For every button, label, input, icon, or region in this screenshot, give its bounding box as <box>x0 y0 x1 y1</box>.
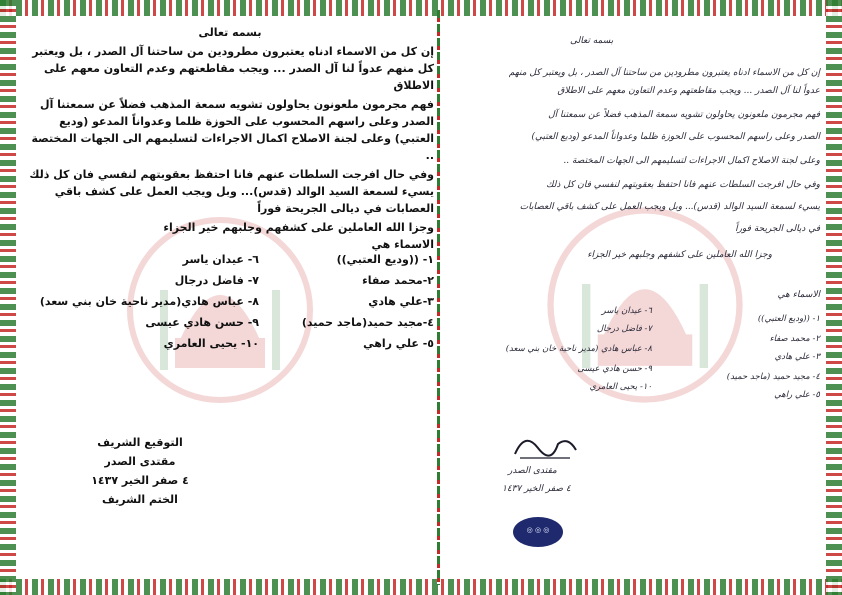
handwritten-line: في ديالى الجريحة فوراً <box>735 224 820 234</box>
name-entry: ٩- حسن هادي عيسى <box>145 316 259 329</box>
handwritten-name: ٧- فاضل درجال <box>596 324 652 334</box>
name-entry: ٧- فاضل درجال <box>174 274 259 287</box>
handwritten-original <box>450 28 822 583</box>
handwritten-line: وفي حال افرجت السلطات عنهم فانا احتفظ بعقوبتهم لنفسي فان كل ذلك <box>546 180 820 190</box>
typed-names-list <box>26 253 434 358</box>
name-entry: ٢-محمد صفاء <box>362 274 434 287</box>
handwritten-line: إن كل من الاسماء ادناه يعتبرون مطرودين من ساحتنا آل الصدر ، بل ويعتبر كل منهم <box>508 68 820 78</box>
typed-heading: بسمه تعالى <box>198 26 262 39</box>
handwritten-name: ٩- حسن هادي عيسى <box>577 364 652 374</box>
typed-paragraph: وفي حال افرجت السلطات عنهم فانا احتفظ بعقوبتهم لنفسي فان كل ذلك يسيء لسمعة السيد الوالد (قدس)... وبل ويجب العمل على كشف باقي العصابات في ديالى الجريحة فوراً <box>29 168 434 215</box>
name-entry: ٤-مجيد حميد(ماجد حميد) <box>301 316 434 329</box>
name-entry: ١- ((وديع العتبي)) <box>336 253 434 266</box>
handwritten-name: ١- ((وديع العتبي)) <box>757 314 820 324</box>
ornamental-border-right <box>826 0 842 595</box>
handwritten-heading: بسمه تعالى <box>570 36 614 46</box>
typed-paragraph: إن كل من الاسماء ادناه يعتبرون مطرودين من ساحتنا آل الصدر ، بل ويعتبر كل منهم عدواً لنا آل الصدر ... ويجب مقاطعتهم وعدم التعاون معهم على الاطلاق <box>32 45 434 92</box>
typed-paragraph: فهم مجرمون ملعونون يحاولون تشويه سمعة المذهب فضلاً عن سمعتنا آل الصدر وعلى راسهم المحسوب على الحوزة ظلما وعدواناً المدعو (وديع العتبي) وعلى لجنة الاصلاح اكمال الاجراءات لتسليمهم الى الجهات المختصة .. <box>31 98 434 162</box>
handwritten-signature-name: مقتدى الصدر <box>508 466 557 476</box>
center-divider <box>437 10 440 585</box>
handwritten-names-title: الاسماء هي <box>777 290 820 300</box>
handwritten-line: وجزا الله العاملين على كشفهم وجلبهم خير الجزاء <box>587 250 772 260</box>
handwritten-name: ٤- مجيد حميد (ماجد حميد) <box>726 372 820 382</box>
signature-scribble-icon <box>510 426 580 466</box>
handwritten-line: فهم مجرمون ملعونون يحاولون تشويه سمعة المذهب فضلاً عن سمعتنا آل <box>548 110 820 120</box>
handwritten-line: الصدر وعلى راسهم المحسوب على الحوزة ظلما وعدواناً المدعو (وديع العتبي) <box>531 132 820 142</box>
handwritten-name: ٨- عباس هادي (مدير ناحية خان بني سعد) <box>505 344 652 354</box>
handwritten-signature-date: ٤ صفر الخير ١٤٣٧ <box>502 484 571 494</box>
handwritten-name: ٢- محمد صفاء <box>769 334 820 344</box>
handwritten-line: يسيء لسمعة السيد الوالد (قدس)... وبل ويجب العمل على كشف باقي العصابات <box>519 202 820 212</box>
name-entry: ٣-علي هادي <box>368 295 434 308</box>
signature-line: التوقيع الشريف <box>97 436 183 449</box>
handwritten-name: ٦- عيدان ياسر <box>601 306 652 316</box>
signature-line: الختم الشريف <box>102 493 178 506</box>
signature-line: ٤ صفر الخير ١٤٣٧ <box>91 474 189 487</box>
handwritten-name: ١٠- يحيى العامري <box>589 382 652 392</box>
name-entry: ٦- عيدان ياسر <box>182 253 259 266</box>
ornamental-border-left <box>0 0 16 595</box>
handwritten-name: ٣- علي هادي <box>774 352 820 362</box>
typed-names-title: الاسماء هي <box>371 238 434 251</box>
name-entry: ٥- علي راهي <box>363 337 434 350</box>
handwritten-line: وعلى لجنة الاصلاح اكمال الاجراءات لتسليمهم الى الجهات المختصة .. <box>563 156 820 166</box>
ornamental-border-top <box>0 0 842 16</box>
handwritten-name: ٥- علي راهي <box>774 390 820 400</box>
typed-transcription <box>26 26 434 358</box>
name-entry: ٨- عباس هادي(مدير ناحية خان بني سعد) <box>39 295 259 308</box>
signature-line: مقتدى الصدر <box>104 455 176 468</box>
handwritten-line: عدواً لنا آل الصدر ... ويجب مقاطعتهم وعدم التعاون معهم على الاطلاق <box>557 86 820 96</box>
official-seal-icon: ◎ ◎ ◎ <box>513 517 563 547</box>
typed-signature-block <box>40 433 240 509</box>
typed-paragraph: وجزا الله العاملين على كشفهم وجلبهم خير الجزاء <box>163 221 434 234</box>
name-entry: ١٠- يحيى العامري <box>163 337 259 350</box>
